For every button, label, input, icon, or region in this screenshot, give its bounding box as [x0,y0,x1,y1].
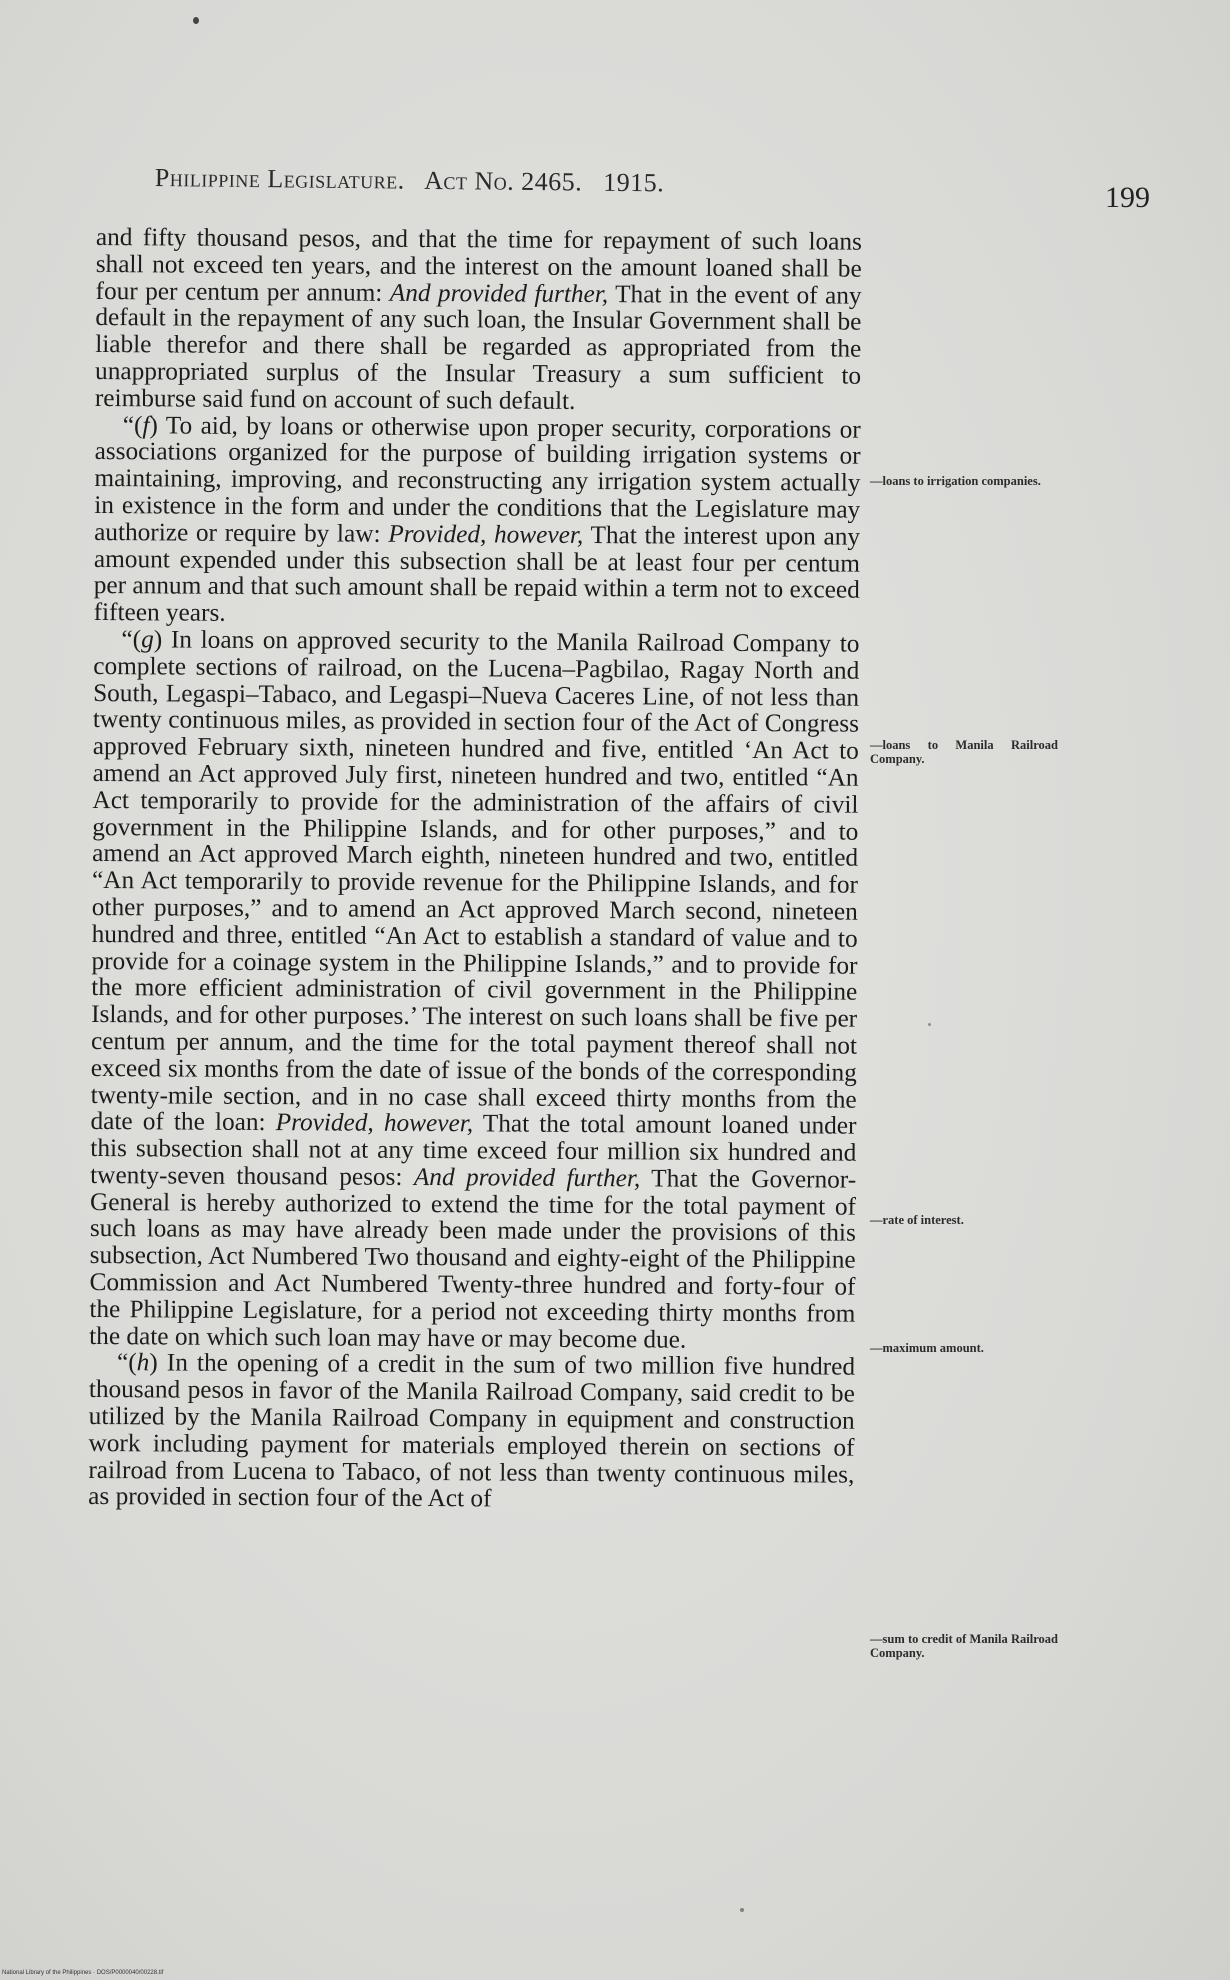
text-run: “( [122,410,143,439]
page-number: 199 [1105,181,1150,214]
scan-speck [740,1908,744,1912]
paragraph-e-continuation [95,224,862,416]
italic-run: Provided, however, [388,519,584,549]
italic-run: Provided, however, [275,1108,474,1138]
paragraph-f [94,412,861,631]
margin-note-sum-credit: —sum to credit of Manila Railroad Company. [870,1632,1058,1660]
text-run: ) In loans on approved security to the Manila Railroad Company to complete sections of railroad, on the Lucena–Pagbilao, Ragay North and South, Legaspi–Tabaco, and Legaspi–Nueva Caceres Line, of not less than twenty continuous miles, as provided in section four of the Act of Congress approved February sixth, nineteen hundred and five, entitled ‘An Act to amend an Act approved July first, nineteen hundred and two, entitled “An Act temporarily to provide for the administration of the affairs of civil government in the Philippine Islands, and for other purposes,” and to amend an Act approved March eighth, nineteen hundred and two, entitled “An Act temporarily to provide revenue for the Philippine Islands, and for other purposes,” and to amend an Act approved March second, nineteen hundred and three, entitled “An Act to establish a standard of value and to provide for a coinage system in the Philippine Islands,” and to provide for the more efficient administration of civil government in the Philippine Islands, and for other purposes.’ The interest on such loans shall be five per centum per annum, and the time for the total payment thereof shall not exceed six months from the date of issue of the bonds of the corresponding twenty-mile section, and in no case shall exceed thirty months from the date of the loan: [90,625,860,1137]
italic-run: g [141,625,154,654]
scan-credit: National Library of the Philippines · DOS/P0000040/00228.tif [2,1970,164,1976]
margin-note-rate-of-interest: —rate of interest. [870,1213,964,1227]
text-run: ) In the opening of a credit in the sum of two million five hundred thousand pesos in favor of the Manila Railroad Company, said credit to be utilized by the Manila Railroad Company in equipment and construction work including payment for materials employed therein on sections of railroad from Lucena to Tabaco, of not less than twenty continuous miles, as provided in section four of the Act of [88,1348,856,1513]
scan-speck [928,1023,931,1026]
running-head-text: Philippine Legislature. Act No. 2465. 1915. [154,163,665,198]
margin-note-loans-manila-railroad: —loans to Manila Railroad Company. [870,738,1058,766]
text-run: That the interest upon any amount expended under this subsection shall be at least four per centum per annum and that such amount shall be repaid within a term not to exceed fifteen years. [93,520,861,627]
text-run: ) To aid, by loans or otherwise upon proper security, corporations or associations organized for the purpose of building irrigation systems or maintaining, improving, and reconstructing any irrigation system actually in existence in the form and under the conditions that the Legislature may authorize or require by law: [94,410,861,548]
italic-run: And provided further, [413,1162,641,1193]
text-run: “( [116,1348,137,1377]
text-run: That the total amount loaned under this subsection shall not at any time exceed four million six hundred and twenty-seven thousand pesos: [90,1109,857,1191]
text-run: “( [121,625,142,654]
paragraph-h [88,1349,855,1514]
italic-run: h [136,1348,150,1377]
italic-run: f [142,410,150,439]
text-run: and fifty thousand pesos, and that the time for repayment of such loans shall not exceed ten years, and the interest on the amount loaned shall be four per centum per annum: [95,223,862,307]
margin-note-maximum-amount: —maximum amount. [870,1341,984,1355]
margin-note-loans-irrigation: —loans to irrigation companies. [870,474,1041,488]
paragraph-g [89,626,859,1354]
running-head [155,163,665,198]
text-run: That in the event of any default in the repayment of any such loan, the Insular Government shall be liable therefor and there shall be regarded as appropriated from the unappropriated surplus of the Insular Treasury a sum sufficient to reimburse said fund on account of such default. [94,279,862,415]
text-run: That the Governor-General is hereby authorized to extend the time for the total payment of such loans as may have already been made under the provisions of this subsection, Act Numbered Two thousand and eighty-eight of the Philippine Commission and Act Numbered Twenty-three hundred and forty-four of the Philippine Legislature, for a period not exceeding thirty months from the date on which such loan may have or may become due. [89,1164,857,1354]
body-text [88,224,862,1515]
scan-speck [193,17,199,24]
italic-run: And provided further, [389,278,609,308]
